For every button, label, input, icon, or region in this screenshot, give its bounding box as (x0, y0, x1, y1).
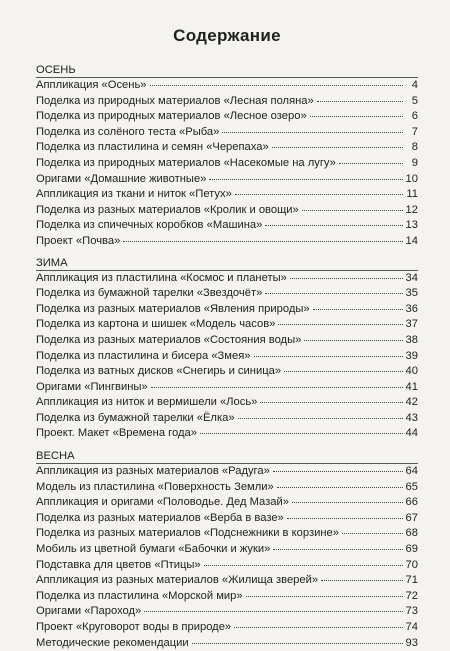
toc-entry-page: 44 (405, 427, 418, 440)
toc-entry (36, 302, 418, 318)
section-heading: ВЕСНА (36, 449, 418, 464)
dot-leader (273, 549, 402, 550)
dot-leader (339, 163, 403, 164)
toc-entry-page: 9 (411, 156, 418, 169)
toc-entry-title: Поделка из природных материалов «Насекомые на лугу» (36, 156, 336, 169)
toc-entry-page: 72 (405, 589, 418, 602)
dot-leader (342, 533, 403, 534)
toc-entry-page: 4 (411, 79, 418, 91)
toc-entry (36, 573, 418, 589)
toc-entry-page: 42 (405, 396, 418, 409)
toc-entry-title: Поделка из пластилина «Морской мир» (36, 589, 243, 602)
toc-entry-title: Поделка из пластилина и бисера «Змея» (36, 349, 251, 362)
toc-entry-page: 68 (405, 527, 418, 540)
toc-entry (36, 636, 418, 651)
toc-entry-title: Аппликация из ниток и вермишели «Лось» (36, 396, 258, 409)
toc-entry-title: Модель из пластилина «Поверхность Земли» (36, 480, 274, 493)
toc-entry (36, 395, 418, 411)
toc-entry (36, 589, 418, 605)
dot-leader (238, 418, 403, 419)
dot-leader (123, 241, 402, 242)
toc-entry (36, 172, 418, 188)
toc-entry (36, 78, 418, 94)
toc-entry-title: Проект «Почва» (36, 234, 121, 247)
dot-leader (272, 147, 403, 148)
toc-entry-title: Поделка из пластилина и семян «Черепаха» (36, 141, 269, 154)
dot-leader (292, 502, 403, 503)
toc-entry-page: 73 (405, 605, 418, 618)
toc-entry (36, 156, 418, 172)
toc-entry (36, 480, 418, 496)
toc-entry-title: Методические рекомендации (36, 636, 189, 649)
dot-leader (290, 278, 403, 279)
toc-entry-title: Поделка из бумажной тарелки «Ёлка» (36, 411, 235, 424)
toc-entry-page: 10 (405, 172, 418, 185)
section-heading: ОСЕНЬ (36, 63, 418, 78)
toc-entry-title: Аппликация «Осень» (36, 79, 147, 91)
toc-entry (36, 349, 418, 365)
section-heading: ЗИМА (36, 256, 418, 271)
toc-entry (36, 380, 418, 396)
toc-entry-title: Поделка из картона и шишек «Модель часов» (36, 318, 276, 331)
toc-entry-page: 66 (405, 496, 418, 509)
toc-entry-title: Оригами «Пингвины» (36, 380, 148, 393)
dot-leader (200, 433, 403, 434)
dot-leader (317, 101, 403, 102)
toc-entry-title: Мобиль из цветной бумаги «Бабочки и жуки» (36, 543, 271, 556)
toc-entry-page: 65 (405, 480, 418, 493)
toc-entry-page: 71 (405, 574, 418, 587)
dot-leader (235, 194, 403, 195)
toc-entry-page: 70 (405, 558, 418, 571)
toc-entry-title: Поделка из бумажной тарелки «Звездочёт» (36, 287, 263, 300)
toc-entry-page: 11 (406, 188, 418, 201)
toc-entry-title: Аппликация из разных материалов «Радуга» (36, 465, 270, 478)
toc-entry-page: 43 (405, 411, 418, 424)
toc-entry-page: 6 (411, 110, 418, 123)
dot-leader (150, 85, 403, 86)
toc-entry-page: 12 (405, 203, 418, 216)
toc-entry-title: Поделка из природных материалов «Лесное озеро» (36, 110, 307, 123)
toc-entry-page: 36 (405, 302, 418, 315)
dot-leader (278, 324, 402, 325)
toc-entry-title: Проект «Круговорот воды в природе» (36, 621, 232, 633)
dot-leader (254, 356, 403, 357)
toc-entry-title: Поделка из разных материалов «Подснежники в корзине» (36, 527, 339, 540)
toc-entry-page: 14 (405, 234, 418, 247)
dot-leader (265, 225, 402, 226)
dot-leader (204, 565, 403, 566)
toc-entry (36, 109, 418, 125)
dot-leader (222, 132, 403, 133)
toc-entry (36, 464, 418, 480)
toc-entry-title: Проект. Макет «Времена года» (36, 427, 197, 440)
toc-entry-title: Аппликация из пластилина «Космос и планеты» (36, 271, 287, 284)
toc-entry-title: Оригами «Пароход» (36, 605, 142, 618)
dot-leader (273, 471, 403, 472)
toc-entry-title: Поделка из спичечных коробков «Машина» (36, 219, 263, 232)
toc-entry-title: Поделка из солёного теста «Рыба» (36, 125, 220, 138)
toc-entry (36, 234, 418, 250)
toc-entry-page: 38 (405, 333, 418, 346)
dot-leader (246, 596, 403, 597)
dot-leader (192, 643, 403, 644)
dot-leader (287, 518, 403, 519)
toc-entry (36, 495, 418, 511)
toc-entry-title: Подставка для цветов «Птицы» (36, 558, 201, 571)
toc-entry (36, 333, 418, 349)
toc-entry-page: 35 (405, 287, 418, 300)
toc-entry (36, 203, 418, 219)
toc-entry (36, 94, 418, 110)
toc-entry (36, 604, 418, 620)
page-title: Содержание (173, 26, 281, 45)
toc-entry-page: 93 (405, 636, 418, 649)
toc-entry-title: Аппликация из разных материалов «Жилища зверей» (36, 574, 319, 587)
dot-leader (302, 210, 403, 211)
toc-entry-page: 8 (411, 141, 418, 154)
dot-leader (321, 580, 402, 581)
toc-entry (36, 542, 418, 558)
toc-entry-page: 64 (405, 465, 418, 478)
toc-entry-title: Поделка из разных материалов «Состояния воды» (36, 333, 302, 346)
toc-entry (36, 286, 418, 302)
toc-entry-page: 40 (405, 365, 418, 378)
toc-entry-title: Поделка из разных материалов «Явления природы» (36, 302, 310, 315)
toc-entry-title: Поделка из ватных дисков «Снегирь и синица» (36, 365, 282, 378)
dot-leader (277, 487, 403, 488)
toc-entry (36, 511, 418, 527)
toc-entry-title: Аппликация из ткани и ниток «Петух» (36, 188, 232, 201)
toc-entry (36, 140, 418, 156)
dot-leader (265, 293, 402, 294)
section-winter (36, 256, 418, 443)
toc-entry (36, 426, 418, 442)
toc-entry (36, 558, 418, 574)
toc-entry-page: 74 (405, 621, 418, 633)
toc-entry-page: 37 (405, 318, 418, 331)
section-spring (36, 449, 418, 651)
toc-entry-title: Поделка из разных материалов «Кролик и овощи» (36, 203, 299, 216)
dot-leader (313, 309, 403, 310)
toc-entry-page: 13 (405, 219, 418, 232)
toc-entry-page: 34 (405, 271, 418, 284)
section-autumn (36, 63, 418, 250)
toc-entry-page: 5 (411, 94, 418, 107)
toc-entry-title: Поделка из разных материалов «Верба в вазе» (36, 511, 284, 524)
dot-leader (234, 627, 402, 628)
toc-entry-page: 69 (405, 543, 418, 556)
dot-leader (310, 116, 403, 117)
toc-entry (36, 317, 418, 333)
toc-entry (36, 125, 418, 141)
toc-entry-title: Оригами «Домашние животные» (36, 172, 207, 185)
toc-entry-page: 7 (411, 125, 418, 138)
toc-entry (36, 411, 418, 427)
toc-entry (36, 271, 418, 287)
dot-leader (284, 371, 402, 372)
toc-entry (36, 187, 418, 203)
dot-leader (144, 611, 402, 612)
toc-entry-page: 39 (405, 349, 418, 362)
toc-entry (36, 620, 418, 636)
toc-entry (36, 526, 418, 542)
dot-leader (209, 179, 402, 180)
section-items (36, 271, 418, 443)
toc-entry (36, 218, 418, 234)
dot-leader (260, 402, 402, 403)
section-items (36, 78, 418, 250)
toc-entry-title: Аппликация и оригами «Половодье. Дед Мазай» (36, 496, 289, 509)
toc-entry-page: 41 (405, 380, 418, 393)
section-items (36, 464, 418, 651)
toc-entry-title: Поделка из природных материалов «Лесная поляна» (36, 94, 314, 107)
toc-entry-page: 67 (405, 511, 418, 524)
dot-leader (151, 387, 403, 388)
dot-leader (304, 340, 402, 341)
toc-entry (36, 364, 418, 380)
